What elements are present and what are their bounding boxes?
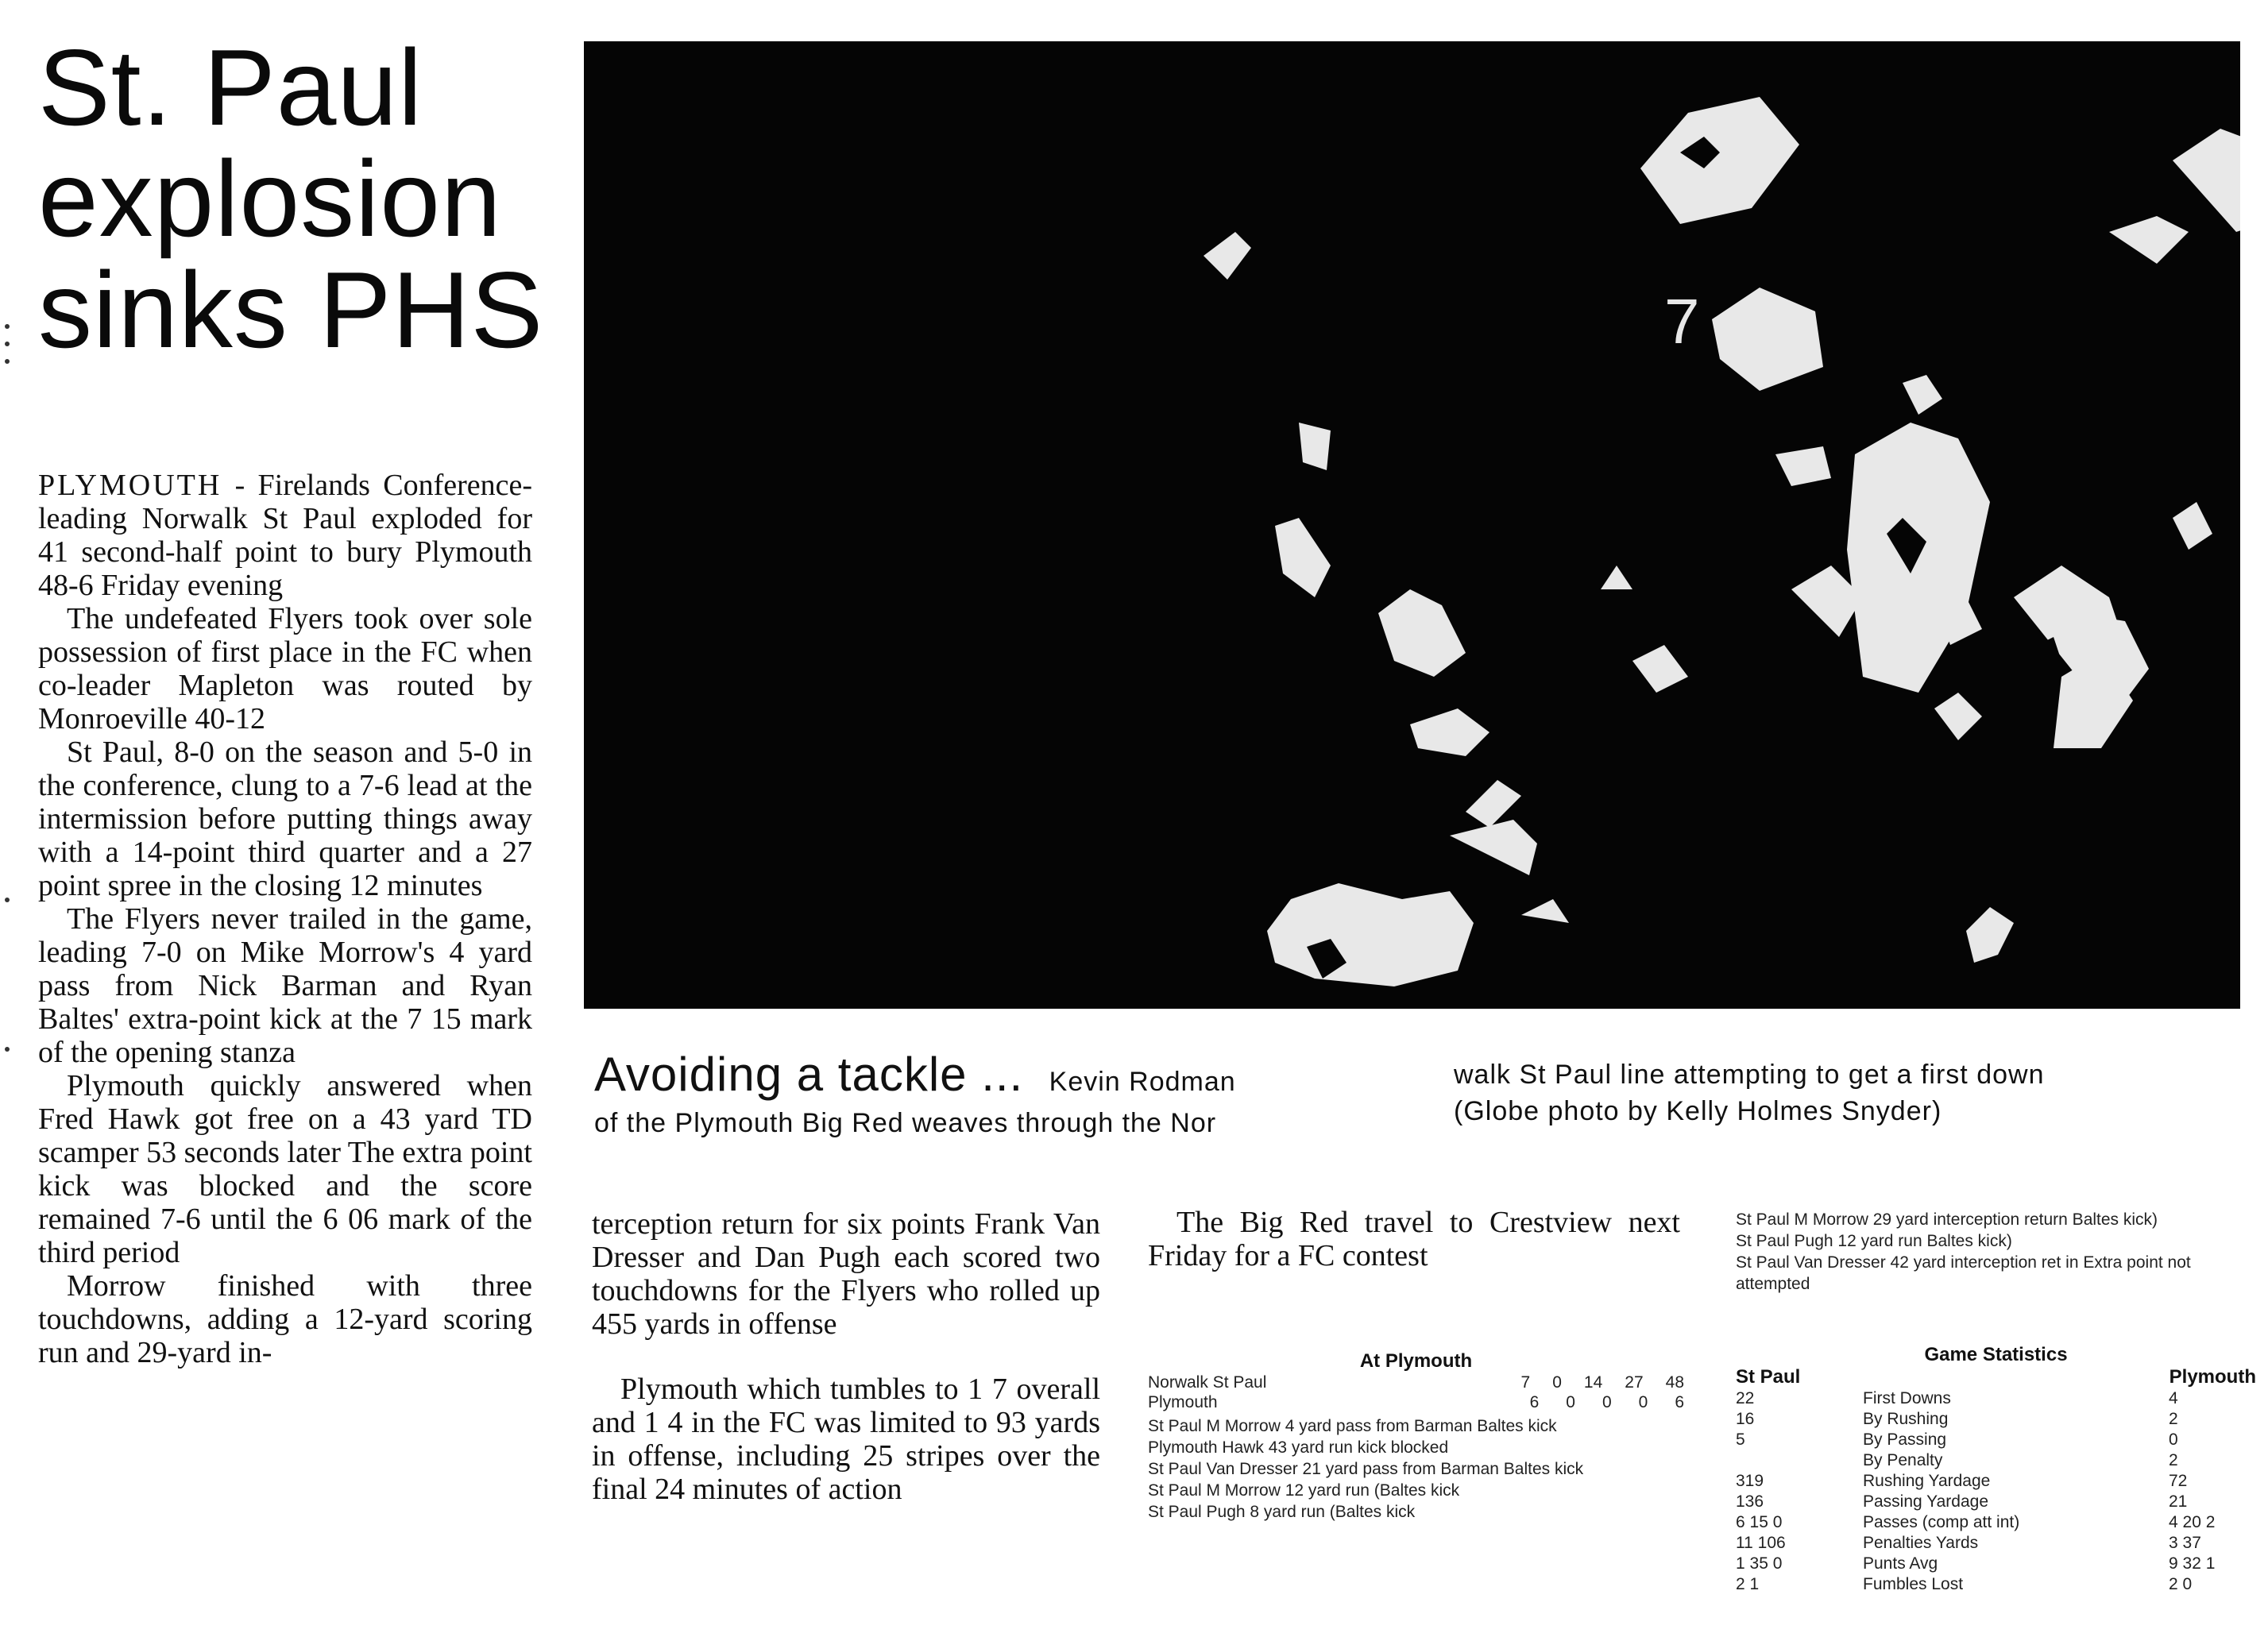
paragraph — [38, 469, 532, 602]
quarter-score: 27 — [1625, 1373, 1644, 1392]
scoring-play: St Paul M Morrow 12 yard run (Baltes kick — [1148, 1481, 1460, 1500]
team-name: Norwalk St Paul — [1148, 1373, 1267, 1392]
stats-left-team: St Paul — [1736, 1366, 1801, 1388]
quarter-score: 14 — [1583, 1373, 1603, 1392]
scoring-play: St Paul M Morrow 29 yard interception return Baltes kick) — [1736, 1210, 2158, 1229]
stats-left-value: 319 — [1736, 1472, 1764, 1490]
final-score: 6 — [1675, 1393, 1684, 1411]
stats-row — [1736, 1388, 2256, 1409]
stats-row — [1736, 1554, 2256, 1574]
stats-label: First Downs — [1863, 1389, 1951, 1407]
scoring-continued — [1736, 1209, 2256, 1295]
stats-left-value: 2 1 — [1736, 1575, 1760, 1593]
paragraph: Morrow finished with three touchdowns, adding a 12-yard scoring run and 29-yard in- — [38, 1269, 532, 1369]
stats-right-value: 2 — [2169, 1451, 2178, 1469]
box-score — [1148, 1350, 1684, 1523]
scoring-play: St Paul Van Dresser 21 yard pass from Barman Baltes kick — [1148, 1460, 1584, 1478]
article-column-1 — [38, 469, 532, 1369]
stats-label: Rushing Yardage — [1863, 1472, 1991, 1490]
stats-left-value: 16 — [1736, 1410, 1755, 1428]
stats-header — [1736, 1366, 2256, 1388]
team-row — [1148, 1373, 1684, 1392]
stats-left-value: 136 — [1736, 1492, 1764, 1511]
box-score-title: At Plymouth — [1359, 1350, 1473, 1372]
margin-mark — [5, 359, 10, 364]
stats-row — [1736, 1409, 2256, 1430]
stats-row — [1736, 1512, 2256, 1533]
headline-line-2: explosion — [38, 138, 502, 259]
scoring-play: St Paul Pugh 12 yard run Baltes kick) — [1736, 1232, 2012, 1250]
article-column-3 — [1148, 1206, 1680, 1272]
paragraph: The Big Red travel to Crestview next Friday for a FC contest — [1148, 1206, 1680, 1272]
stats-label: Punts Avg — [1863, 1554, 1938, 1573]
stats-right-value: 4 20 2 — [2169, 1513, 2216, 1531]
game-statistics — [1736, 1344, 2256, 1595]
article-column-2 — [592, 1207, 1100, 1506]
jersey-number-left: 7 — [1664, 286, 1700, 357]
stats-right-value: 4 — [2169, 1389, 2178, 1407]
stats-row — [1736, 1574, 2256, 1595]
headline-line-1: St. Paul — [38, 27, 423, 148]
quarter-score: 0 — [1552, 1373, 1562, 1392]
stats-row — [1736, 1471, 2256, 1492]
margin-mark — [5, 1047, 10, 1052]
stats-right-value: 21 — [2169, 1492, 2188, 1511]
stats-left-value: 11 106 — [1736, 1534, 1786, 1552]
stats-left-value: 1 35 0 — [1736, 1554, 1783, 1573]
paragraph: The undefeated Flyers took over sole possession of first place in the FC when co-leader Mapleton was routed by Monroeville 40-12 — [38, 602, 532, 735]
stats-left-value: 22 — [1736, 1389, 1755, 1407]
stats-label: By Passing — [1863, 1430, 1947, 1449]
scoring-play: St Paul Van Dresser 42 yard interception ret in Extra point not attempted — [1736, 1253, 2191, 1293]
stats-right-value: 2 — [2169, 1410, 2178, 1428]
team-row — [1148, 1392, 1684, 1412]
photo-image — [584, 41, 2240, 1009]
scoring-play: St Paul M Morrow 4 yard pass from Barman Baltes kick — [1148, 1417, 1557, 1435]
dateline: PLYMOUTH — [38, 469, 222, 502]
scoring-play: Plymouth Hawk 43 yard run kick blocked — [1148, 1438, 1449, 1457]
stats-right-value: 9 32 1 — [2169, 1554, 2216, 1573]
quarter-score: 6 — [1529, 1393, 1540, 1411]
caption-head: Avoiding a tackle ... — [594, 1048, 1024, 1101]
margin-mark — [5, 342, 10, 346]
stats-left-value — [1736, 1450, 1863, 1471]
box-score-line — [1148, 1373, 1684, 1523]
paragraph: St Paul, 8-0 on the season and 5-0 in the conference, clung to a 7-6 lead at the intermission before putting things away with a 14-point third quarter and a 27 point spree in the closing 12 minutes — [38, 735, 532, 902]
stats-label: By Penalty — [1863, 1451, 1943, 1469]
caption-line-2: of the Plymouth Big Red weaves through the Nor — [594, 1108, 1217, 1138]
quarter-score: 7 — [1520, 1373, 1531, 1392]
quarter-score: 0 — [1566, 1393, 1575, 1411]
stats-rows — [1736, 1388, 2256, 1595]
caption-line-1: Kevin Rodman — [1049, 1067, 1236, 1097]
paragraph: Plymouth quickly answered when Fred Hawk got free on a 43 yard TD scamper 53 seconds later The extra point kick was blocked and the score remained 7-6 until the 6 06 mark of the third period — [38, 1069, 532, 1269]
scoring-plays — [1148, 1415, 1684, 1523]
margin-mark — [5, 898, 10, 902]
photo-football-tackle — [584, 41, 2240, 1009]
photo-caption-left — [594, 1047, 1420, 1139]
stats-right-value: 72 — [2169, 1472, 2188, 1490]
stats-label: Fumbles Lost — [1863, 1575, 1964, 1593]
stats-label: By Rushing — [1863, 1410, 1949, 1428]
stats-row — [1736, 1430, 2256, 1450]
photo-caption-right — [1454, 1056, 2248, 1129]
scoring-play: St Paul Pugh 8 yard run (Baltes kick — [1148, 1503, 1416, 1521]
stats-right-value: 3 37 — [2169, 1534, 2201, 1552]
stats-left-value: 5 — [1736, 1430, 1745, 1449]
stats-title: Game Statistics — [1924, 1344, 2068, 1365]
quarter-score: 0 — [1638, 1393, 1648, 1411]
headline-line-3: sinks PHS — [38, 249, 544, 370]
final-score: 48 — [1665, 1373, 1684, 1392]
stats-left-value: 6 15 0 — [1736, 1513, 1783, 1531]
stats-label: Passing Yardage — [1863, 1492, 1989, 1511]
quarter-score: 0 — [1602, 1393, 1612, 1411]
stats-label: Penalties Yards — [1863, 1534, 1979, 1552]
stats-label: Passes (comp att int) — [1863, 1513, 2020, 1531]
paragraph-text: - Firelands Conference-leading Norwalk St Paul exploded for 41 second-half point to bury Plymouth 48-6 Friday evening — [38, 469, 532, 602]
stats-right-value: 0 — [2169, 1430, 2178, 1449]
caption-line-4: (Globe photo by Kelly Holmes Snyder) — [1454, 1096, 1942, 1126]
paragraph: The Flyers never trailed in the game, leading 7-0 on Mike Morrow's 4 yard pass from Nick Barman and Ryan Baltes' extra-point kick at the 7 15 mark of the opening stanza — [38, 902, 532, 1069]
stats-right-team: Plymouth — [2169, 1366, 2256, 1388]
team-name: Plymouth — [1148, 1393, 1218, 1411]
margin-mark — [5, 324, 10, 329]
stats-right-value: 2 0 — [2169, 1575, 2193, 1593]
stats-row — [1736, 1533, 2256, 1554]
paragraph: terception return for six points Frank Van Dresser and Dan Pugh each scored two touchdowns for the Flyers who rolled up 455 yards in offense — [592, 1207, 1100, 1341]
stats-row — [1736, 1492, 2256, 1512]
caption-line-3: walk St Paul line attempting to get a first down — [1454, 1060, 2045, 1090]
headline — [38, 27, 547, 370]
paragraph: Plymouth which tumbles to 1 7 overall and 1 4 in the FC was limited to 93 yards in offense, including 25 stripes over the final 24 minutes of action — [592, 1373, 1100, 1506]
stats-row — [1736, 1450, 2256, 1471]
